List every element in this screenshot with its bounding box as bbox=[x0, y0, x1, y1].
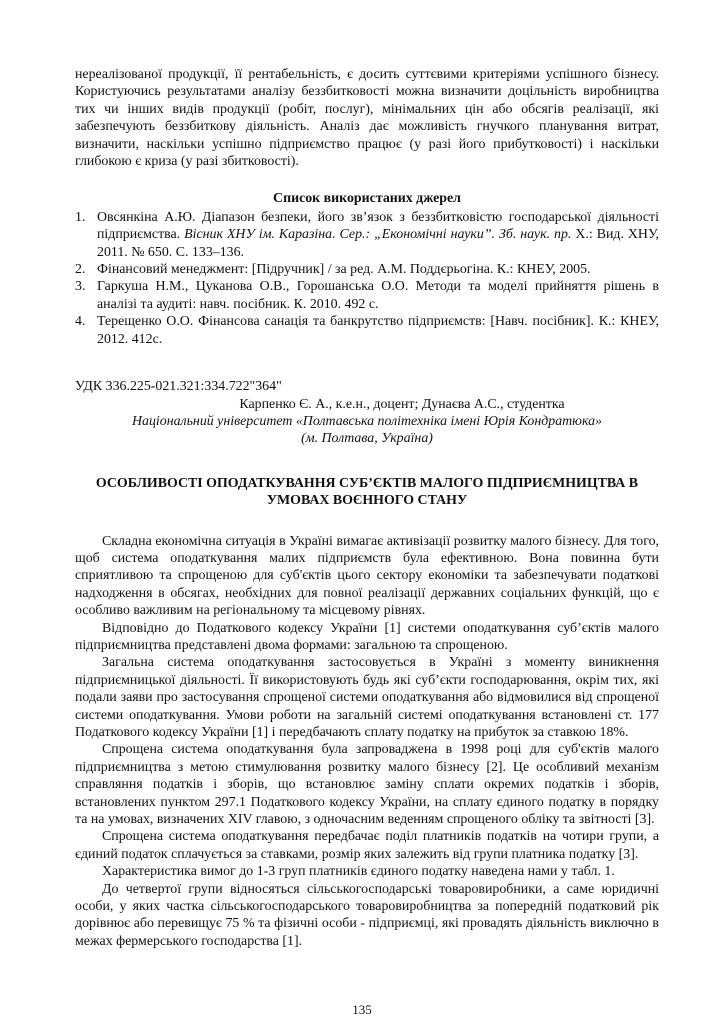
body-paragraph: До четвертої групи відносяться сільськогосподарські товаровиробники, а саме юридичні особи, у яких частка сільськогосподарського товаровиробництва за попередній податковий рік дорівнює або перевищує 75 % та фізичні особи - підприємці, які провадять діяльність виключно в межах фермерського господарства [1]. bbox=[75, 881, 659, 949]
reference-text bbox=[97, 209, 659, 261]
intro-paragraph: нереалізованої продукції, її рентабельність, є досить суттєвими критеріями успішного бізнесу. Користуючись результатами аналізу беззбитковості можна визначити доцільність виробництва тих чи інших видів продукції (робіт, послуг), мінімальних цін або обсягів реалізації, які забезпечують беззбиткову діяльність. Аналіз дає можливість гнучкого планування витрат, визначити, наскільки успішно підприємство працює (у разі його прибутковості) і наскільки глибокою є криза (у разі збитковості). bbox=[75, 67, 659, 170]
authors-line: Карпенко Є. А., к.е.н., доцент; Дунаєва А.С., студентка bbox=[239, 396, 565, 412]
reference-text: Терещенко О.О. Фінансова санація та банкрутство підприємств: [Навч. посібник]. К.: КНЕУ, 2012. 412с. bbox=[97, 314, 659, 347]
udc-code: УДК 336.225-021.321:334.722"364" bbox=[75, 379, 282, 395]
location-line: (м. Полтава, Україна) bbox=[301, 431, 433, 447]
reference-number: 4. bbox=[75, 314, 86, 330]
body-paragraph: Спрощена система оподаткування була запроваджена в 1998 році для суб'єктів малого підприємництва з метою стимулювання розвитку малого бізнесу [2]. Це особливий механізм справляння податків і зборів, що встановлює заміну сплати окремих податків і зборів, встановлених пунктом 297.1 Податкового кодексу України, на сплату єдиного податку в порядку та на умовах, визначених XIV главою, з одночасним веденням спрощеного обліку та звітності [3]. bbox=[75, 742, 659, 828]
reference-item bbox=[75, 209, 659, 261]
reference-text: Фінансовий менеджмент: [Підручник] / за ред. А.М. Поддєрьогіна. К.: КНЕУ, 2005. bbox=[97, 262, 591, 278]
reference-text-tail: Х.: Вид. ХНУ, 2011. № 650. С. 133–136. bbox=[97, 227, 659, 260]
reference-number: 1. bbox=[75, 209, 86, 225]
references-title: Список використаних джерел bbox=[273, 191, 461, 207]
reference-journal: Вісник ХНУ ім. Каразіна. Сер.: „Економічні науки”. Зб. наук. пр. bbox=[184, 227, 572, 243]
body-paragraph: Спрощена система оподаткування передбачає поділ платників податків на чотири групи, а єдиний податок сплачується за ставками, розмір яких залежить від групи платника податку [3]. bbox=[75, 829, 659, 862]
article-title-line: УМОВАХ ВОЄННОГО СТАНУ bbox=[266, 493, 468, 509]
reference-number: 3. bbox=[75, 279, 86, 295]
reference-text: Гаркуша Н.М., Цуканова О.В., Горошанська О.О. Методи та моделі прийняття рішень в аналізі та аудиті: навч. посібник. К. 2010. 492 с. bbox=[97, 279, 659, 312]
reference-item bbox=[75, 313, 659, 348]
reference-text-plain: Овсянкіна А.Ю. Діапазон безпеки, його зв’язок з беззбитковістю господарської діяльності підприємства. bbox=[97, 209, 659, 243]
body-paragraph: Складна економічна ситуація в Україні вимагає активізації розвитку малого бізнесу. Для того, щоб система оподаткування малих підприємств була ефективною. Вона повинна бути сприятливою та спрощеною для суб'єктів цього сектору економіки та забезпечувати податкові надходження в обсягах, необхідних для повної реалізації державних соціальних функцій, що є особливо важливим на регіональному та місцевому рівнях. bbox=[75, 533, 659, 619]
article-title-line: ОСОБЛИВОСТІ ОПОДАТКУВАННЯ СУБ’ЄКТІВ МАЛОГО ПІДПРИЄМНИЦТВА В bbox=[95, 475, 639, 491]
article-title bbox=[75, 475, 659, 510]
body-paragraph: Відповідно до Податкового кодексу України [1] системи оподаткування суб’єктів малого підприємництва представлені двома формами: загальною та спрощеною. bbox=[75, 620, 659, 653]
body-paragraph: Характеристика вимог до 1-3 груп платників єдиного податку наведена нами у табл. 1. bbox=[102, 864, 615, 880]
page-number: 135 bbox=[352, 1002, 372, 1017]
reference-number: 2. bbox=[75, 262, 86, 278]
institution-line: Національний університет «Полтавська політехніка імені Юрія Кондратюка» bbox=[131, 413, 603, 429]
reference-item bbox=[75, 261, 659, 278]
document-page bbox=[75, 66, 659, 950]
reference-item bbox=[75, 278, 659, 313]
references-list bbox=[75, 209, 659, 348]
body-paragraph: Загальна система оподаткування застосовується в Україні з моменту виникнення підприємницької діяльності. Її використовують будь які суб’єкти господарювання, окрім тих, які подали заяви про застосування спрощеної системи оподаткування або відмовилися від спрощеної системи оподаткування. Умови роботи на загальній системі оподаткування встановлені ст. 177 Податкового кодексу України [1] і передбачають сплату податку на прибуток за ставкою 18%. bbox=[75, 655, 659, 740]
